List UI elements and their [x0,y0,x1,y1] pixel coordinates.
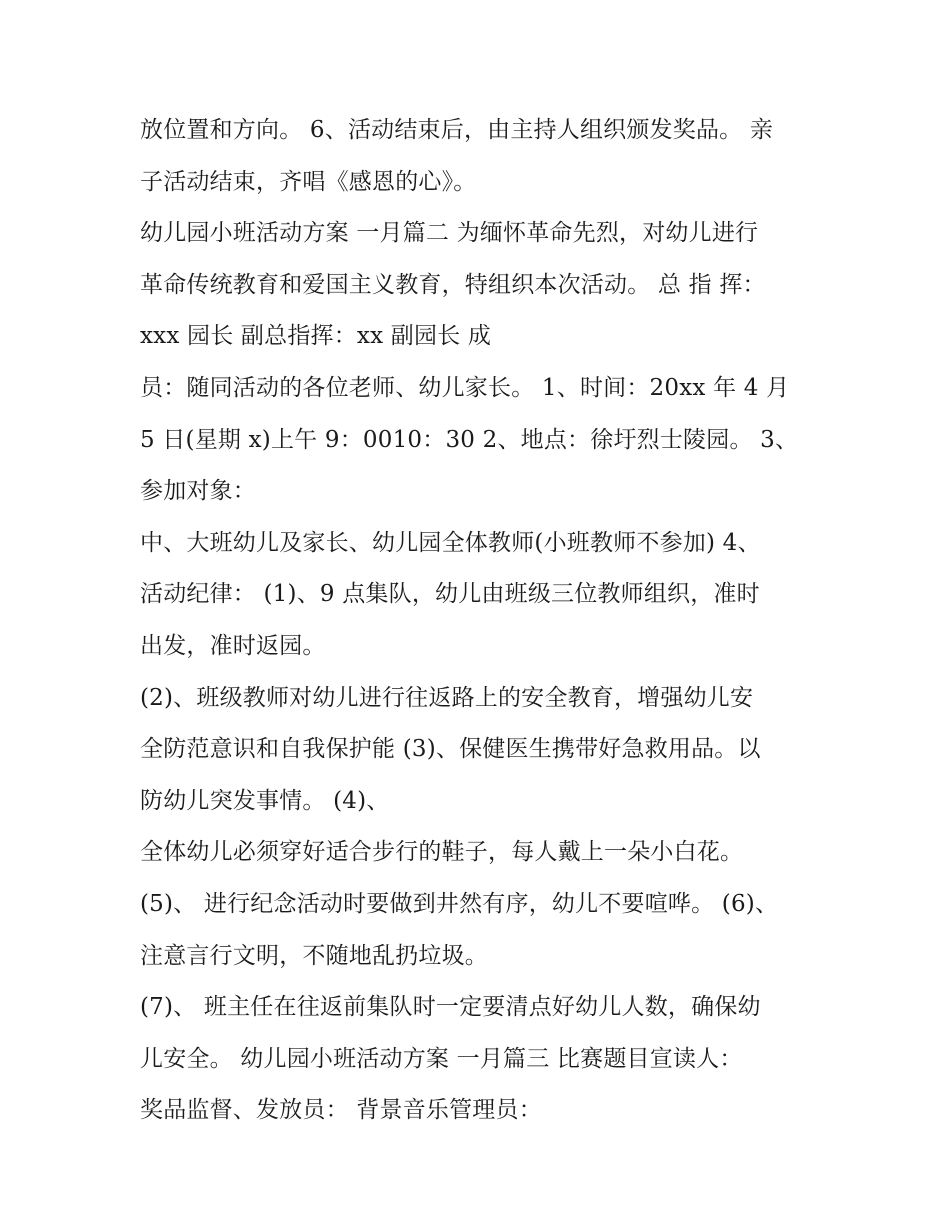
text-line: 注意言行文明，不随地乱扔垃圾。 [140,942,488,969]
text-line: 员：随同活动的各位老师、幼儿家长。 1、时间：20xx 年 4 月 [140,374,790,401]
text-line: 防幼儿突发事情。 (4)、 [140,787,390,814]
text-line: 儿安全。 幼儿园小班活动方案 一月篇三 比赛题目宣读人： [140,1045,743,1072]
text-line: 幼儿园小班活动方案 一月篇二 为缅怀革命先烈，对幼儿进行 [140,220,759,247]
text-line: 5 日(星期 x)上午 9：0010：30 2、地点：徐圩烈士陵园。 3、 [140,426,799,453]
text-line: 活动纪律： (1)、9 点集队，幼儿由班级三位教师组织，准时 [140,581,760,608]
text-line: (2)、班级教师对幼儿进行往返路上的安全教育，增强幼儿安 [140,684,754,711]
text-line: 中、大班幼儿及家长、幼儿园全体教师(小班教师不参加) 4、 [140,529,761,556]
text-line: xxx 园长 副总指挥：xx 副园长 成 [140,323,492,350]
text-line: (7)、 班主任在往返前集队时一定要清点好幼儿人数，确保幼 [140,994,761,1021]
text-line: 放位置和方向。 6、活动结束后，由主持人组织颁发奖品。 亲 [140,117,774,143]
text-line: 子活动结束，齐唱《感恩的心》。 [140,168,477,195]
text-line: 革命传统教育和爱国主义教育，特组织本次活动。 总 指 挥： [140,271,766,298]
text-line: (5)、 进行纪念活动时要做到井然有序，幼儿不要喧哗。 (6)、 [140,890,779,917]
text-line: 出发，准时返园。 [140,632,326,659]
document-body [140,108,820,1140]
text-line: 全防范意识和自我保护能 (3)、保健医生携带好急救用品。以 [140,736,761,763]
text-line: 奖品监督、发放员： 背景音乐管理员： [140,1097,542,1124]
text-line: 参加对象： [140,478,256,505]
text-line: 全体幼儿必须穿好适合步行的鞋子，每人戴上一朵小白花。 [140,839,744,866]
